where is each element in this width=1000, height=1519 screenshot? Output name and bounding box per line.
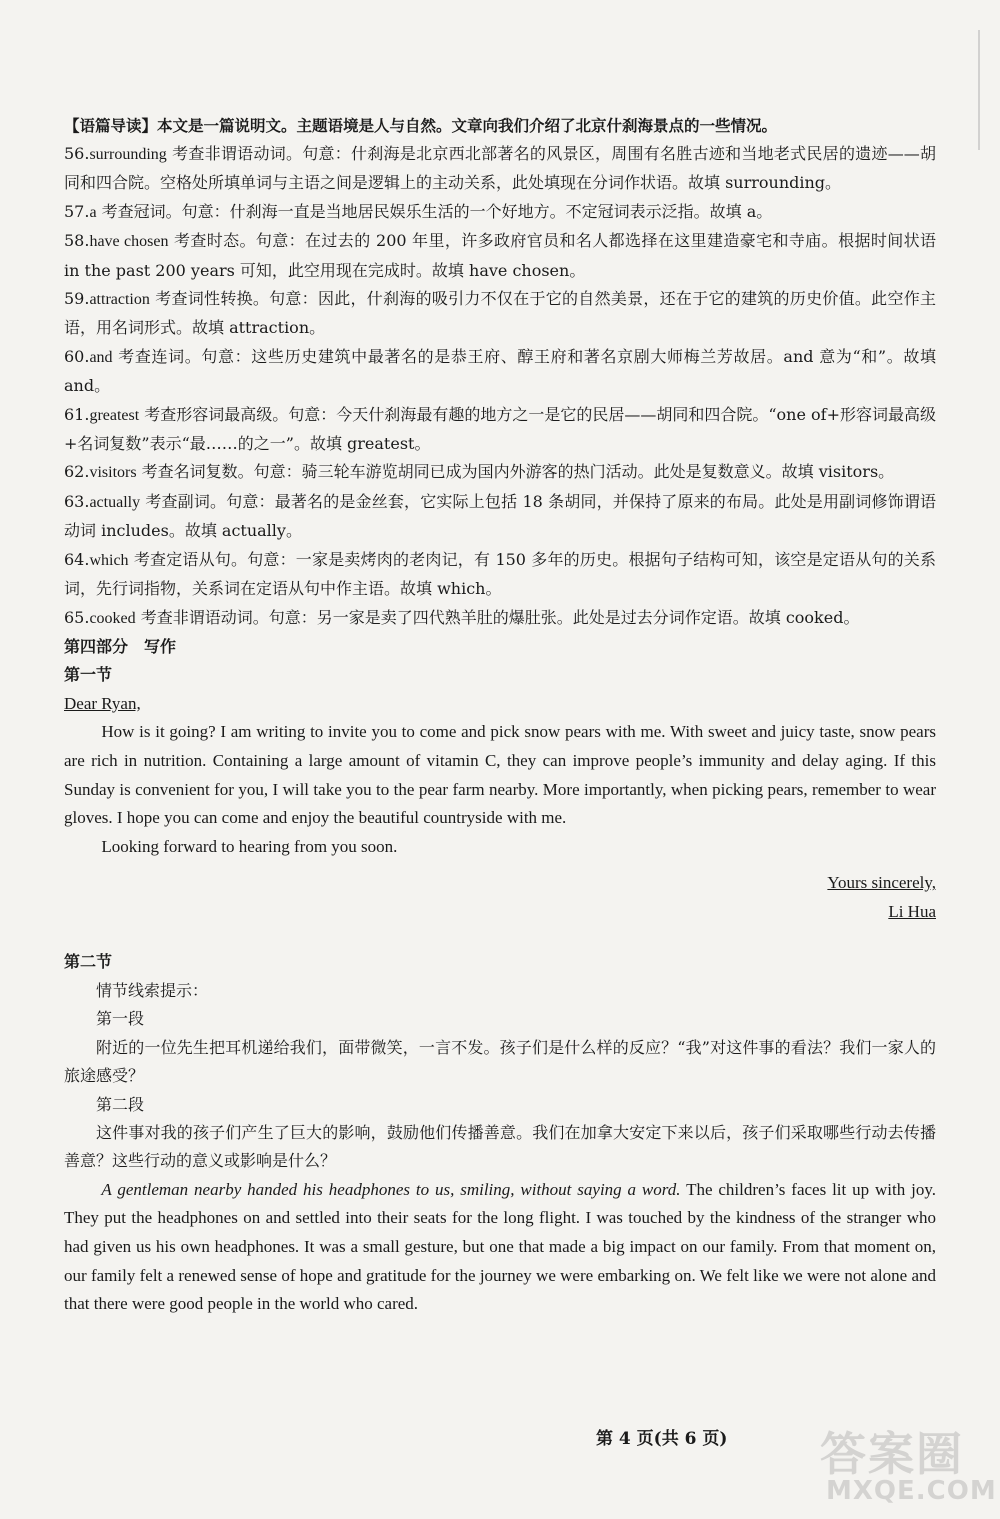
answer-list [64,140,936,633]
answer-number: 62. [64,462,90,482]
page-edge-mark [978,30,980,150]
essay-continuation: The children’s faces lit up with joy. They put the headphones on and settled into their seats for the long flight. I was touched by the kindness of the stranger who had given us his own headphones. It was a small gesture, but one that made a big impact on our family. From that moment on, our family felt a renewed sense of hope and gratitude for the journey we were embarking on. We felt like we were not alone and that there were good people in the world who cared. [64,1179,936,1314]
answer-explanation: 考查名词复数。句意：骑三轮车游览胡同已成为国内外游客的热门活动。此处是复数意义。故填 visitors。 [136,462,895,482]
answer-explanation: 考查非谓语动词。句意：另一家是卖了四代熟羊肚的爆肚张。此处是过去分词作定语。故填 cooked。 [135,607,860,627]
para2-text: 这件事对我的孩子们产生了巨大的影响，鼓励他们传播善意。我们在加拿大安定下来以后，孩子们采取哪些行动去传播善意？这些行动的意义或影响是什么？ [64,1122,936,1171]
para2-title: 第二段 [96,1094,145,1114]
section2-title: 第二节 [64,952,113,972]
letter-closing-line: Looking forward to hearing from you soon. [101,836,398,856]
answer-explanation: 考查连词。句意：这些历史建筑中最著名的是恭王府、醇王府和著名京剧大师梅兰芳故居。and 意为“和”。故填 and。 [64,346,936,396]
answer-item [64,488,936,546]
answer-word: and [89,348,113,366]
essay-paragraph [64,1176,936,1319]
letter-sign-off: Yours sincerely, [827,873,936,893]
answer-number: 56. [64,144,90,163]
answer-number: 57. [64,201,90,221]
answer-number: 59. [64,289,90,309]
answer-word: actually [89,493,141,511]
letter-name: Li Hua [888,901,936,921]
letter-body: How is it going? I am writing to invite you to come and pick snow pears with me. With sweet and juicy taste, snow pears are rich in nutrition. Containing a large amount of vitamin C, they can improve people’s immunity and delay aging. If this Sunday is convenient for you, I will take you to the pear farm nearby. More importantly, when picking pears, remember to wear gloves. I hope you can come and enjoy the beautiful countryside with me. [64,722,936,828]
answer-explanation: 考查形容词最高级。句意：今天什刹海最有趣的地方之一是它的民居——胡同和四合院。“one of+形容词最高级+名词复数”表示“最……的之一”。故填 greatest。 [64,404,936,454]
letter-salutation: Dear Ryan, [64,693,141,713]
answer-word: which [89,551,129,569]
essay-opening-sentence: A gentleman nearby handed his headphones to us, smiling, without saying a word. [101,1179,681,1199]
answer-word: surrounding [89,146,167,163]
answer-item [64,343,936,401]
answer-item [64,227,936,285]
answer-number: 63. [64,491,90,511]
answer-item [64,458,936,487]
answer-item [64,140,936,198]
answer-item [64,285,936,343]
watermark-logo-text: 答案圈 [820,1427,964,1481]
answer-number: 64. [64,549,90,569]
answer-item [64,401,936,459]
answer-explanation: 考查词性转换。句意：因此，什刹海的吸引力不仅在于它的自然美景，还在于它的建筑的历史价值。此空作主语，用名词形式。故填 attraction。 [64,289,936,338]
answer-word: attraction [89,291,150,309]
answer-explanation: 考查定语从句。句意：一家是卖烤肉的老肉记，有 150 多年的历史。根据句子结构可知，该空是定语从句的关系词，先行词指物，关系词在定语从句中作主语。故填 which。 [64,549,936,599]
reading-guide: 【语篇导读】本文是一篇说明文。主题语境是人与自然。文章向我们介绍了北京什刹海景点的一些情况。 [64,116,778,135]
answer-word: a [89,203,97,221]
answer-number: 58. [64,231,90,251]
answer-explanation: 考查冠词。句意：什刹海一直是当地居民娱乐生活的一个好地方。不定冠词表示泛指。故填 a。 [96,201,773,221]
answer-explanation: 考查非谓语动词。句意：什刹海是北京西北部著名的风景区，周围有名胜古迹和当地老式民居的遗迹——胡同和四合院。空格处所填单词与主语之间是逻辑上的主动关系，此处填现在分词作状语。故填 surrounding。 [64,144,936,193]
part4-title: 第四部分 写作 [64,636,177,656]
para1-text: 附近的一位先生把耳机递给我们，面带微笑，一言不发。孩子们是什么样的反应？“我”对这件事的看法？我们一家人的旅途感受？ [64,1037,936,1086]
page-number: 第 4 页(共 6 页) [596,1429,728,1449]
answer-word: cooked [89,609,136,627]
site-watermark [820,1418,997,1513]
answer-item [64,198,936,227]
plot-hint-title: 情节线索提示： [96,980,209,1000]
answer-word: greatest [89,406,140,424]
section1-title: 第一节 [64,665,113,685]
answer-item [64,604,936,633]
answer-number: 61. [64,404,90,424]
document-page [64,112,936,1319]
answer-number: 65. [64,607,90,627]
answer-word: have chosen [89,233,169,251]
watermark-url: MXQE.COM [826,1476,997,1506]
answer-word: visitors [89,464,137,482]
answer-explanation: 考查副词。句意：最著名的是金丝套，它实际上包括 18 条胡同，并保持了原来的布局。此处是用副词修饰谓语动词 includes。故填 actually。 [64,491,936,541]
answer-item [64,546,936,604]
answer-number: 60. [64,346,90,366]
answer-explanation: 考查时态。句意：在过去的 200 年里，许多政府官员和名人都选择在这里建造豪宅和寺庙。根据时间状语 in the past 200 years 可知，此空用现在完成时。故填 have chosen。 [64,231,936,280]
para1-title: 第一段 [96,1009,145,1029]
